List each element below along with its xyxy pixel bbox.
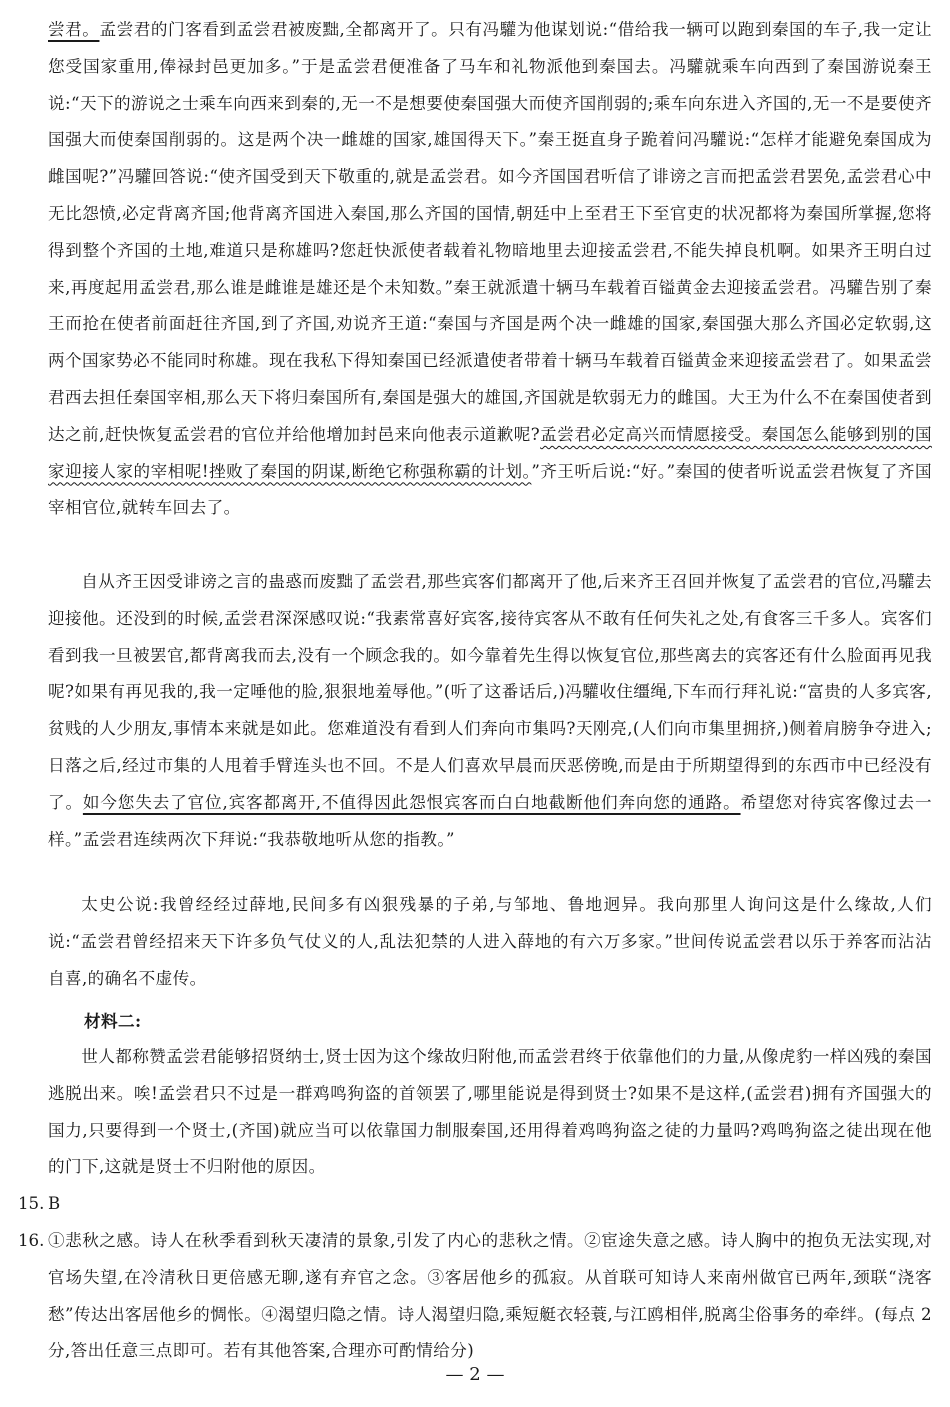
paragraph-1 bbox=[48, 12, 932, 527]
paragraph-4-text: 世人都称赞孟尝君能够招贤纳士,贤士因为这个缘故归附他,而孟尝君终于依靠他们的力量,从像虎豹一样凶残的秦国逃脱出来。唉!孟尝君只不过是一群鸡鸣狗盗的首领罢了,哪里能说是得到贤士?如果不是这样,(孟尝君)拥有齐国强大的国力,只要得到一个贤士,(齐国)就应当可以依靠国力制服秦国,还用得着鸡鸣狗盗之徒的力量吗?鸡鸣狗盗之徒出现在他的门下,这就是贤士不归附他的原因。 bbox=[48, 1047, 932, 1177]
paragraph-2 bbox=[48, 564, 932, 858]
material-2-heading-text: 材料二: bbox=[84, 1011, 142, 1031]
answer-15-number: 15. bbox=[18, 1194, 45, 1213]
paragraph-1-text-a: 孟尝君的门客看到孟尝君被废黜,全都离开了。只有冯驩为他谋划说:“借给我一辆可以跑到秦国的车子,我一定让您受国家重用,俸禄封邑更加多。”于是孟尝君便准备了马车和礼物派他到秦国去。冯驩就乘车向西到了秦国游说秦王说:“天下的游说之士乘车向西来到秦的,无一不是想要使秦国强大而使齐国削弱的;乘车向东进入齐国的,无一不是要使齐国强大而使秦国削弱的。这是两个决一雌雄的国家,雄国得天下。”秦王挺直身子跪着问冯驩说:“怎样才能避免秦国成为雌国呢?”冯驩回答说:“使齐国受到天下敬重的,就是孟尝君。如今齐国国君听信了诽谤之言而把孟尝君罢免,孟尝君心中无比怨愤,必定背离齐国;他背离齐国进入秦国,那么齐国的国情,朝廷中上至君王下至官吏的状况都将为秦国所掌握,您将得到整个齐国的土地,难道只是称雄吗?您赶快派使者载着礼物暗地里去迎接孟尝君,不能失掉良机啊。如果齐王明白过来,再度起用孟尝君,那么谁是雌谁是雄还是个未知数。”秦王就派遣十辆马车载着百镒黄金去迎接孟尝君。冯驩告别了秦王而抢在使者前面赶往齐国,到了齐国,劝说齐王道:“秦国与齐国是两个决一雌雄的国家,秦国强大那么齐国必定软弱,这两个国家势必不能同时称雄。现在我私下得知秦国已经派遣使者带着十辆马车载着百镒黄金来迎接孟尝君了。如果孟尝君西去担任秦国宰相,那么天下将归秦国所有,秦国是强大的雄国,齐国就是软弱无力的雌国。大王为什么不在秦国使者到达之前,赶快恢复孟尝君的官位并给他增加封邑来向他表示道歉呢? bbox=[48, 20, 932, 444]
paragraph-1-text-b: ”齐王听后说:“好。”秦国的使者听说孟尝君恢复了齐国宰相官位,就转车回去了。 bbox=[48, 461, 932, 518]
paragraph-2-text-b: 希望您对待宾客像过去一样。”孟尝君连续两次下拜说:“我恭敬地听从您的指教。” bbox=[48, 792, 932, 849]
paragraph-3 bbox=[48, 887, 932, 997]
answer-16-number: 16. bbox=[18, 1231, 45, 1250]
paragraph-2-text-a: 自从齐王因受诽谤之言的蛊惑而废黜了孟尝君,那些宾客们都离开了他,后来齐王召回并恢复了孟尝君的官位,冯驩去迎接他。还没到的时候,孟尝君深深感叹说:“我素常喜好宾客,接待宾客从不敢有任何失礼之处,有食客三千多人。宾客们看到我一旦被罢官,都背离我而去,没有一个顾念我的。如今靠着先生得以恢复官位,那些离去的宾客还有什么脸面再见我呢?如果有再见我的,我一定唾他的脸,狠狠地羞辱他。”(听了这番话后,)冯驩收住缰绳,下车而行拜礼说:“富贵的人多宾客,贫贱的人少朋友,事情本来就是如此。您难道没有看到人们奔向市集吗?天刚亮,(人们向市集里拥挤,)侧着肩膀争夺进入;日落之后,经过市集的人甩着手臂连头也不回。不是人们喜欢早晨而厌恶傍晚,而是由于所期望得到的东西市中已经没有了。 bbox=[48, 572, 932, 812]
answer-16-text: ①悲秋之感。诗人在秋季看到秋天凄清的景象,引发了内心的悲秋之情。②宦途失意之感。诗人胸中的抱负无法实现,对官场失望,在冷清秋日更倍感无聊,遂有弃官之念。③客居他乡的孤寂。从首联可知诗人来南州做官已两年,颈联“浇客愁”传达出客居他乡的惆怅。④渴望归隐之情。诗人渴望归隐,乘短艇衣轻蓑,与江鸥相伴,脱离尘俗事务的牵绊。(每点 2 分,答出任意三点即可。若有其他答案,合理亦可酌情给分) bbox=[48, 1231, 932, 1361]
underlined-sentence: 如今您失去了官位,宾客都离开,不值得因此怨恨宾客而白白地截断他们奔向您的通路。 bbox=[82, 792, 741, 812]
page-number: — 2 — bbox=[445, 1364, 505, 1385]
wavy-underlined-fragment: 孟尝君必定高兴而情愿接受。秦国怎么能够到别的国家迎接人家的宰相呢!挫败了秦国的阴谋,断绝它称强称霸的计划。 bbox=[48, 424, 933, 481]
material-2-heading bbox=[84, 1003, 484, 1040]
answer-15-text: B bbox=[48, 1194, 61, 1213]
paragraph-3-text: 太史公说:我曾经经过薛地,民间多有凶狠残暴的子弟,与邹地、鲁地迥异。我向那里人询问这是什么缘故,人们说:“孟尝君曾经招来天下许多负气仗义的人,乱法犯禁的人进入薛地的有六万多家。”世间传说孟尝君以乐于养客而沾沾自喜,的确名不虚传。 bbox=[48, 895, 932, 988]
underlined-fragment: 尝君。 bbox=[48, 20, 100, 39]
paragraph-4 bbox=[48, 1039, 932, 1186]
